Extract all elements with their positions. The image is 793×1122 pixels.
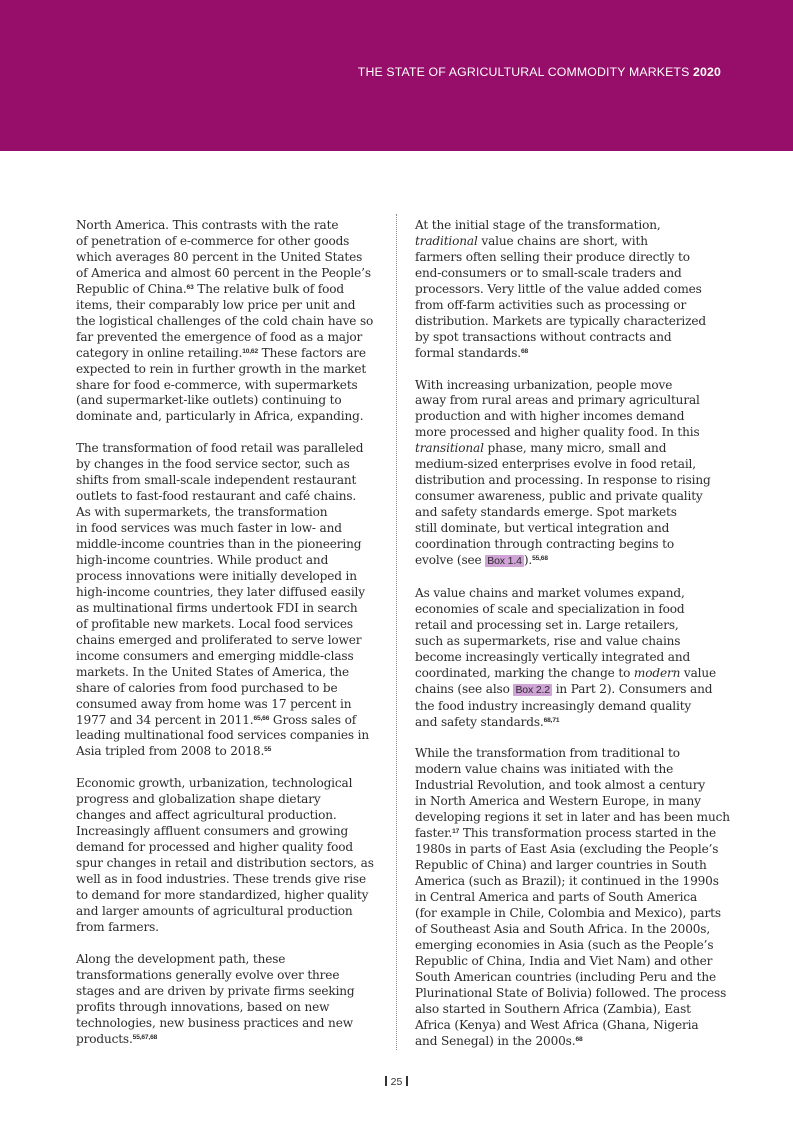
text-line [76, 346, 376, 362]
text-line [415, 409, 718, 425]
text-line [415, 794, 718, 810]
text-line [415, 954, 718, 970]
text-line [76, 697, 376, 713]
text-line [415, 634, 718, 650]
text-line [76, 569, 376, 585]
text-run: and safety standards. [415, 714, 544, 729]
text-line [76, 314, 376, 330]
text-run: (for example in Chile, Colombia and Mexico), parts [415, 905, 721, 920]
text-run: income consumers and emerging middle-class [76, 648, 354, 663]
text-line [415, 699, 718, 715]
text-run: processors. Very little of the value added comes [415, 281, 702, 296]
text-run: Republic of China) and larger countries in South [415, 858, 707, 873]
citation-reference: 17 [452, 828, 460, 836]
text-run: which averages 80 percent in the United States [76, 249, 363, 264]
text-run: The transformation of food retail was paralleled [76, 441, 364, 456]
text-run: the food industry increasingly demand quality [415, 698, 692, 713]
text-line [76, 441, 376, 457]
text-run: With increasing urbanization, people move [415, 377, 673, 392]
text-run: profits through innovations, based on new [76, 999, 330, 1014]
text-run: products. [76, 1031, 133, 1046]
text-line [415, 922, 718, 938]
text-run: dominate and, particularly in Africa, expanding. [76, 409, 364, 424]
citation-reference: 68 [520, 347, 529, 355]
text-run: Along the development path, these [76, 951, 286, 966]
text-run: North America. This contrasts with the rate [76, 218, 339, 232]
text-line [76, 1016, 376, 1032]
text-run: stages and are driven by private firms seeking [76, 983, 355, 998]
paragraph [76, 776, 376, 936]
paragraph [76, 218, 376, 425]
text-run: of Southeast Asia and South Africa. In the 2000s, [415, 921, 711, 936]
text-line [415, 618, 718, 634]
text-line [76, 952, 376, 968]
right-text-column [415, 218, 730, 1065]
text-run: 1977 and 34 percent in 2011. [76, 712, 254, 727]
text-run: consumed away from home was 17 percent in [76, 696, 352, 711]
text-line [415, 473, 718, 489]
text-run: Republic of China. [76, 281, 187, 296]
text-line [415, 682, 718, 699]
text-line [415, 1002, 718, 1018]
emphasis: transitional [415, 441, 484, 456]
text-run: process innovations were initially developed in [76, 568, 357, 583]
text-line [76, 553, 376, 569]
text-run: Increasingly affluent consumers and growing [76, 824, 349, 839]
text-run: Republic of China, India and Viet Nam) and other [415, 953, 713, 968]
text-run: progress and globalization shape dietary [76, 792, 321, 807]
text-run: and Senegal) in the 2000s. [415, 1033, 576, 1048]
text-run: Industrial Revolution, and took almost a century [415, 778, 706, 793]
text-run: farmers often selling their produce directly to [415, 249, 690, 264]
text-run: coordinated, marking the change to [415, 665, 634, 680]
text-run: evolve (see [415, 553, 486, 567]
paragraph [415, 218, 718, 362]
text-run: developing regions it set in later and has been much [415, 810, 730, 825]
text-run: medium-sized enterprises evolve in food retail, [415, 457, 696, 472]
text-run: chains (see also [415, 681, 514, 696]
text-line [415, 489, 718, 505]
text-line [415, 266, 718, 282]
text-run: The relative bulk of food [193, 281, 344, 296]
text-line [415, 890, 718, 906]
text-run: the logistical challenges of the cold chain have so [76, 313, 374, 328]
text-line [415, 441, 718, 457]
text-line [415, 393, 718, 409]
text-line [415, 553, 718, 570]
text-run: At the initial stage of the transformation, [415, 218, 661, 232]
text-line [76, 234, 376, 250]
text-run: and larger amounts of agricultural production [76, 903, 353, 918]
publication-title-text: THE STATE OF AGRICULTURAL COMMODITY MARKETS [357, 65, 690, 79]
text-line [76, 665, 376, 681]
text-line [415, 938, 718, 954]
text-run: chains emerged and proliferated to serve lower [76, 632, 362, 647]
text-line [415, 298, 718, 314]
text-run: demand for processed and higher quality food [76, 840, 353, 855]
text-run: high-income countries. While product and [76, 553, 329, 567]
text-run: well as in food industries. These trends give rise [76, 872, 366, 887]
text-run: Africa (Kenya) and West Africa (Ghana, Nigeria [415, 1017, 699, 1032]
text-run: far prevented the emergence of food as a major [76, 329, 363, 344]
text-run: by spot transactions without contracts and [415, 329, 672, 344]
text-run: in Central America and parts of South America [415, 889, 698, 904]
text-line [76, 840, 376, 856]
text-line [415, 778, 718, 794]
citation-reference: 10,62 [242, 347, 258, 355]
text-run: This transformation process started in the [459, 826, 717, 841]
left-text-column [76, 218, 376, 1063]
text-line [76, 505, 376, 521]
text-line [76, 330, 376, 346]
citation-reference: 63 [186, 283, 194, 291]
text-run: expected to rein in further growth in the market [76, 361, 367, 376]
text-run: leading multinational food services companies in [76, 728, 370, 743]
text-run: in food services was much faster in low- and [76, 521, 342, 536]
text-run: retail and processing set in. Large retailers, [415, 617, 679, 632]
text-line [76, 968, 376, 984]
text-run: changes and affect agricultural production. [76, 808, 337, 823]
text-line [415, 537, 718, 553]
text-line [76, 521, 376, 537]
publication-year: 2020 [693, 65, 721, 79]
text-line [76, 378, 376, 394]
text-run: by changes in the food service sector, such as [76, 457, 350, 472]
text-line [76, 218, 376, 234]
text-run: emerging economies in Asia (such as the People’s [415, 937, 714, 952]
text-line [415, 842, 718, 858]
text-line [415, 425, 718, 441]
text-line [415, 521, 718, 537]
citation-reference: 65,66 [253, 714, 270, 722]
text-run: end-consumers or to small-scale traders and [415, 265, 682, 280]
text-run: in Part 2). Consumers and [552, 681, 713, 696]
text-line [415, 330, 718, 346]
text-run: of America and almost 60 percent in the People’s [76, 265, 371, 280]
text-run: of penetration of e-commerce for other goods [76, 233, 350, 248]
text-run: distribution and processing. In response to rising [415, 473, 711, 488]
page-number-bar-left [385, 1076, 386, 1086]
text-line [415, 602, 718, 618]
paragraph [76, 441, 376, 760]
text-line [415, 874, 718, 890]
text-line [76, 1000, 376, 1016]
text-line [415, 762, 718, 778]
text-line [76, 489, 376, 505]
text-line [76, 920, 376, 936]
text-line [76, 473, 376, 489]
text-run: middle-income countries than in the pioneering [76, 537, 362, 552]
text-run: 1980s in parts of East Asia (excluding the People’s [415, 842, 719, 857]
text-run: South American countries (including Peru and the [415, 969, 716, 984]
text-run: modern value chains was initiated with the [415, 762, 674, 777]
text-run: While the transformation from traditional to [415, 746, 680, 761]
text-line [415, 505, 718, 521]
text-run: faster. [415, 826, 453, 841]
text-line [76, 776, 376, 792]
text-run: as multinational firms undertook FDI in search [76, 600, 358, 615]
text-line [415, 282, 718, 298]
text-run: markets. In the United States of America, the [76, 664, 349, 679]
text-line [76, 282, 376, 298]
text-run: away from rural areas and primary agricultural [415, 393, 700, 408]
text-line [415, 985, 727, 1002]
text-line [415, 314, 718, 330]
text-line [415, 378, 718, 394]
text-run: outlets to fast-food restaurant and café chains. [76, 489, 357, 504]
text-run: formal standards. [415, 345, 521, 360]
text-run: to demand for more standardized, higher quality [76, 888, 369, 902]
text-run: As with supermarkets, the transformation [76, 505, 328, 520]
paragraph [415, 378, 718, 570]
text-line [76, 298, 376, 314]
text-line [76, 728, 376, 744]
text-run: Asia tripled from 2008 to 2018. [76, 744, 265, 759]
text-run: become increasingly vertically integrated and [415, 649, 691, 664]
text-run: technologies, new business practices and new [76, 1015, 353, 1030]
citation-reference: 55,68 [532, 555, 548, 562]
page-number [0, 1076, 793, 1088]
text-line [76, 649, 376, 665]
text-run: America (such as Brazil); it continued in the 1990s [415, 874, 719, 889]
text-line [415, 346, 718, 362]
paragraph [76, 952, 376, 1048]
text-run: share of calories from food purchased to be [76, 680, 338, 695]
box-cross-reference-link[interactable]: Box 1.4 [487, 555, 522, 567]
column-divider [396, 214, 397, 1050]
text-line [76, 393, 376, 409]
text-line [76, 681, 376, 697]
text-line [76, 409, 376, 425]
text-run: more processed and higher quality food. In this [415, 425, 700, 440]
text-run: Plurinational State of Bolivia) followed. The process [415, 985, 727, 1000]
text-run: spur changes in retail and distribution sectors, as [76, 856, 374, 871]
text-line [415, 457, 718, 473]
text-line [415, 250, 718, 266]
text-run: share for food e-commerce, with supermarkets [76, 377, 358, 392]
emphasis: modern [633, 665, 681, 680]
text-run: As value chains and market volumes expand, [415, 585, 685, 600]
text-line [76, 537, 376, 553]
text-line [76, 808, 376, 824]
text-line [76, 585, 376, 601]
text-run: value chains are short, with [477, 233, 648, 248]
text-run: category in online retailing. [76, 345, 243, 360]
text-run: ). [523, 553, 533, 567]
header-banner [0, 0, 793, 151]
text-line [415, 826, 718, 842]
text-run: and safety standards emerge. Spot markets [415, 505, 677, 520]
citation-reference: 55,67,68 [132, 1033, 158, 1041]
text-line [76, 266, 376, 282]
text-run: transformations generally evolve over three [76, 967, 340, 982]
box-cross-reference-link[interactable]: Box 2.2 [515, 683, 550, 696]
paragraph [415, 746, 730, 1049]
text-run: production and with higher incomes demand [415, 409, 685, 424]
text-line [415, 586, 718, 602]
text-line [76, 250, 376, 266]
text-line [76, 362, 376, 378]
text-run: (and supermarket-like outlets) continuing to [76, 393, 342, 408]
text-run: of profitable new markets. Local food services [76, 616, 353, 631]
text-line [76, 888, 376, 904]
text-line [76, 601, 376, 617]
text-run: Economic growth, urbanization, technological [76, 776, 353, 791]
text-run: economies of scale and specialization in food [415, 601, 685, 616]
text-run: consumer awareness, public and private quality [415, 489, 703, 504]
text-line [415, 650, 718, 666]
text-line [76, 457, 376, 473]
text-run: shifts from small-scale independent restaurant [76, 473, 357, 488]
text-line [415, 858, 718, 874]
text-run: coordination through contracting begins to [415, 537, 675, 552]
text-line [76, 856, 376, 872]
text-line [415, 234, 718, 250]
publication-title [358, 65, 721, 79]
text-run: value [680, 665, 717, 680]
text-run: distribution. Markets are typically characterized [415, 313, 706, 328]
page-number-bar-right [406, 1076, 407, 1086]
text-line [76, 744, 376, 760]
text-line [76, 824, 376, 840]
text-line [76, 984, 376, 1000]
text-run: items, their comparably low price per unit and [76, 297, 356, 312]
text-line [76, 792, 376, 808]
text-run: in North America and Western Europe, in many [415, 794, 701, 809]
text-run: high-income countries, they later diffused easily [76, 584, 365, 599]
text-run: phase, many micro, small and [483, 441, 667, 456]
text-run: such as supermarkets, rise and value chains [415, 633, 681, 648]
text-line [415, 810, 730, 826]
text-line [415, 905, 721, 922]
text-run: also started in Southern Africa (Zambia), East [415, 1001, 691, 1016]
text-run: still dominate, but vertical integration and [415, 521, 670, 536]
text-line [415, 218, 718, 234]
text-line [415, 746, 718, 762]
text-run: These factors are [257, 345, 366, 360]
citation-reference: 55 [264, 746, 272, 754]
citation-reference: 68 [575, 1035, 583, 1043]
paragraph [415, 586, 718, 731]
text-run: from farmers. [76, 919, 159, 934]
text-run: Gross sales of [269, 712, 357, 727]
text-line [76, 633, 376, 649]
text-line [415, 666, 718, 682]
text-line [76, 1032, 376, 1048]
text-line [415, 970, 718, 986]
text-line [415, 715, 718, 731]
text-line [415, 1034, 718, 1050]
text-run: from off-farm activities such as processing or [415, 297, 687, 312]
emphasis: traditional [415, 233, 478, 248]
text-line [76, 713, 376, 729]
text-line [76, 872, 376, 888]
citation-reference: 68,71 [543, 716, 560, 724]
text-line [415, 1018, 718, 1034]
text-line [76, 617, 376, 633]
text-line [76, 904, 376, 920]
page-number-value: 25 [390, 1076, 403, 1088]
